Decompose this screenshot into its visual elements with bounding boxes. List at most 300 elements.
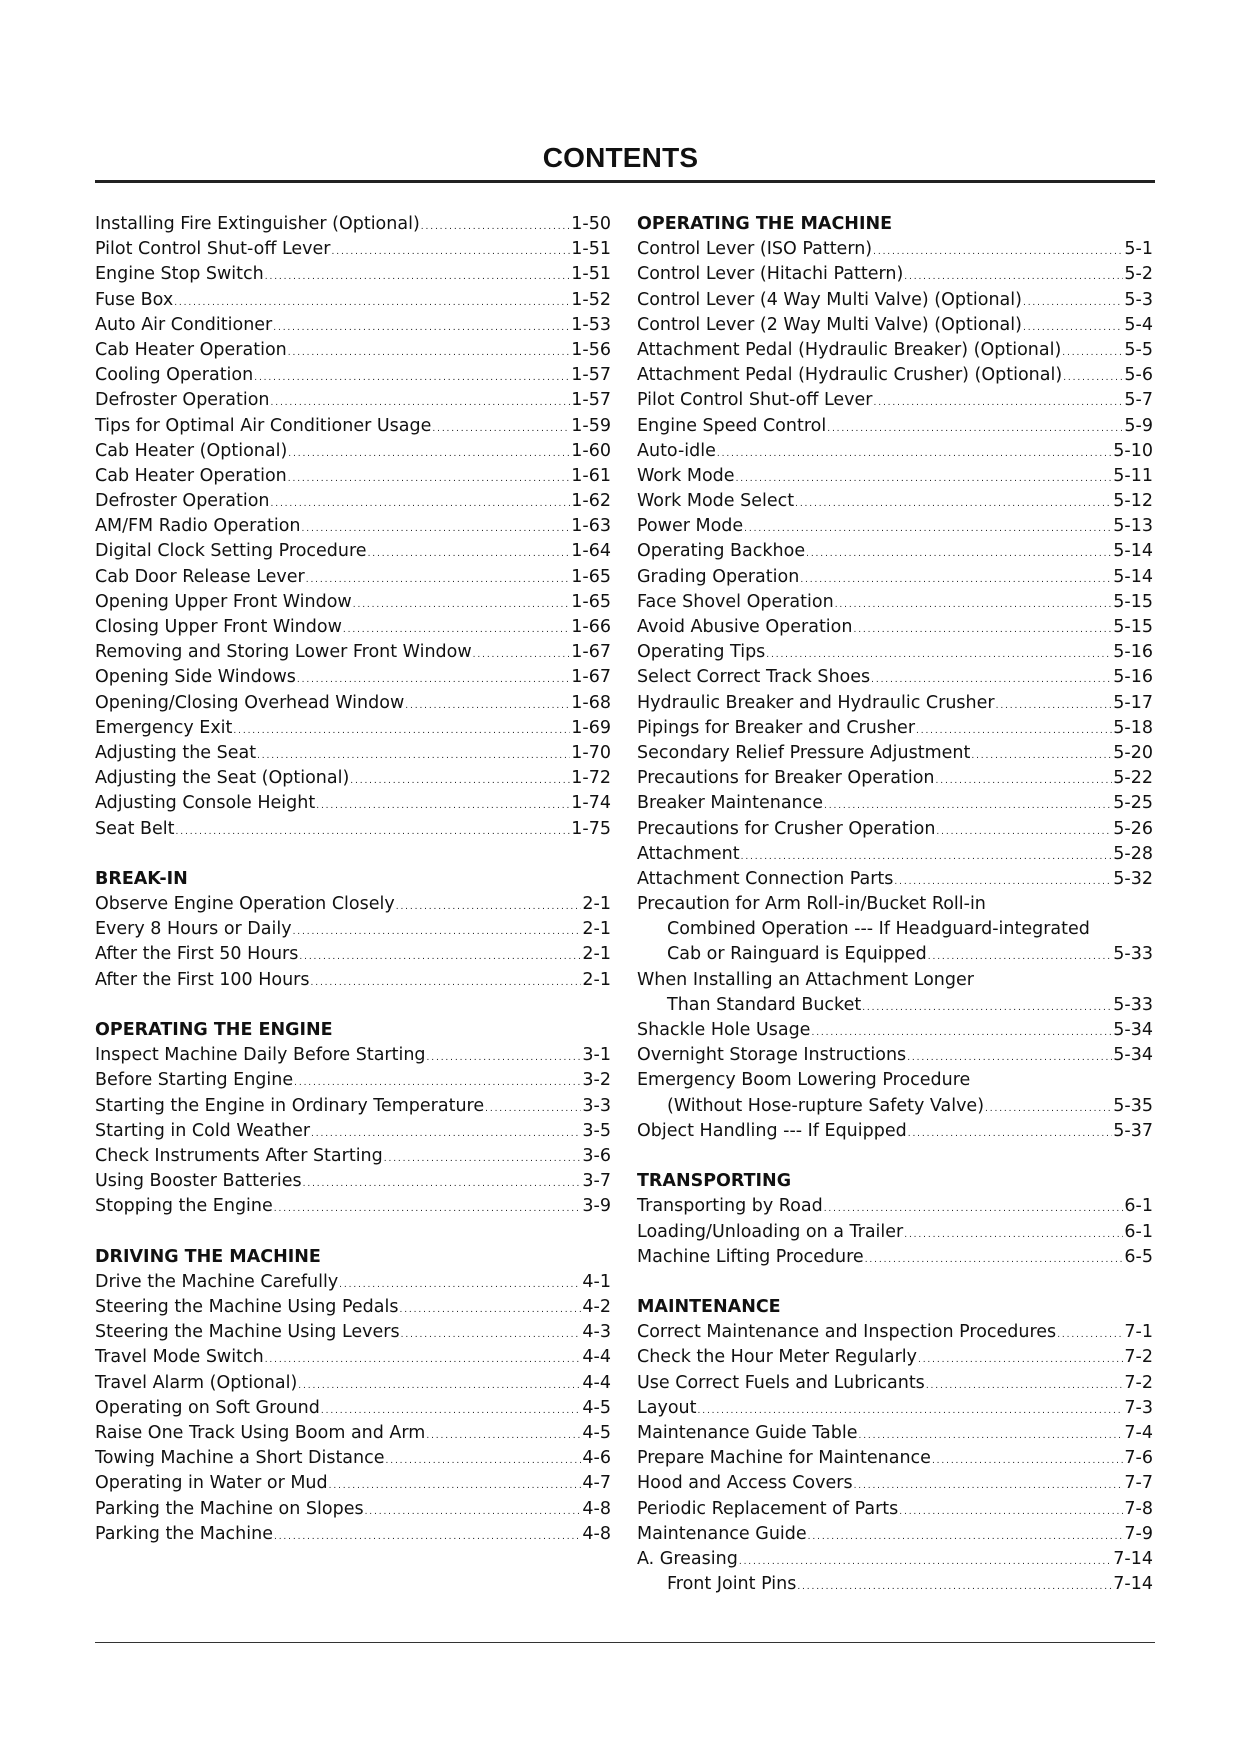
toc-entry-page: 5-22 (1113, 768, 1153, 789)
dot-leader (1023, 288, 1123, 316)
toc-entry-title: Attachment (637, 843, 740, 864)
toc-entry-title: Loading/Unloading on a Trailer (637, 1221, 904, 1242)
toc-entry-page: 7-2 (1124, 1372, 1153, 1393)
toc-entry-title: Layout (637, 1397, 697, 1418)
toc-entry-page: 3-2 (582, 1070, 611, 1091)
toc-entry-page: 7-6 (1124, 1448, 1153, 1469)
toc-entry-title: Travel Mode Switch (95, 1347, 264, 1368)
toc-entry[interactable] (95, 741, 611, 766)
dot-leader (311, 1119, 581, 1147)
toc-entry-title: Every 8 Hours or Daily (95, 919, 292, 940)
toc-entry-title: Stopping the Engine (95, 1196, 273, 1217)
dot-leader (365, 1497, 582, 1525)
toc-entry-page: 1-52 (571, 289, 611, 310)
toc-entry[interactable] (637, 1497, 1153, 1522)
toc-entry-title: Object Handling --- If Equipped (637, 1120, 907, 1141)
dot-leader (971, 741, 1112, 769)
toc-entry-title: Hydraulic Breaker and Hydraulic Crusher (637, 692, 995, 713)
toc-entry[interactable] (637, 867, 1153, 892)
toc-entry-title: Closing Upper Front Window (95, 617, 342, 637)
dot-leader (384, 1144, 582, 1172)
toc-entry-title: Defroster Operation (95, 390, 270, 411)
toc-entry-page: 1-56 (571, 339, 611, 360)
toc-entry[interactable] (637, 539, 1153, 564)
toc-entry-title: Drive the Machine Carefully (95, 1271, 339, 1292)
toc-entry[interactable] (95, 489, 611, 514)
toc-entry[interactable] (95, 1345, 611, 1370)
toc-group-maintenance (637, 1320, 1153, 1572)
toc-entry-title: Operating Tips (637, 642, 766, 663)
toc-entry-page: 4-4 (582, 1347, 611, 1368)
toc-entry-page: 1-57 (571, 365, 611, 386)
dot-leader (862, 993, 1112, 1021)
toc-entry-page: 4-5 (582, 1397, 611, 1418)
toc-entry-title: Than Standard Bucket (667, 994, 862, 1015)
toc-entry-title: Control Lever (ISO Pattern) (637, 239, 873, 260)
dot-leader (329, 1471, 582, 1499)
dot-leader (254, 363, 570, 391)
toc-entry[interactable] (95, 1421, 611, 1446)
dot-leader (824, 791, 1112, 819)
toc-entry[interactable] (95, 388, 611, 413)
toc-entry[interactable] (637, 338, 1153, 363)
toc-entry-title: Steering the Machine Using Levers (95, 1322, 400, 1343)
toc-entry-title: Cab Heater Operation (95, 339, 287, 360)
toc-entry[interactable] (95, 539, 611, 564)
dot-leader (899, 1497, 1123, 1525)
toc-group-transporting (637, 1194, 1153, 1270)
toc-entry-title: Adjusting the Seat (95, 742, 257, 763)
dot-leader (176, 817, 571, 845)
toc-entry[interactable] (95, 716, 611, 741)
toc-entry-title: Attachment Connection Parts (637, 868, 894, 889)
toc-entry-title: Cab Door Release Lever (95, 566, 305, 587)
toc-entry[interactable] (637, 1220, 1153, 1245)
toc-group-break-in (95, 892, 611, 993)
dot-leader (396, 892, 582, 920)
dot-leader (432, 414, 570, 442)
toc-entry[interactable] (95, 363, 611, 388)
section-heading-operating-machine: OPERATING THE MACHINE (637, 214, 893, 234)
toc-entry-title: Inspect Machine Daily Before Starting (95, 1045, 426, 1066)
toc-entry-page: 5-14 (1113, 541, 1153, 562)
toc-entry-page: 1-60 (571, 440, 611, 461)
dot-leader (265, 262, 571, 290)
toc-entry[interactable] (637, 1094, 1153, 1119)
toc-group-section-1 (95, 212, 611, 842)
dot-leader (306, 565, 571, 593)
toc-entry-page: 5-25 (1113, 793, 1153, 814)
toc-entry[interactable] (95, 237, 611, 262)
section-heading-driving: DRIVING THE MACHINE (95, 1246, 321, 1267)
dot-leader (297, 665, 570, 693)
toc-entry-title: Using Booster Batteries (95, 1171, 302, 1192)
dot-leader (293, 917, 582, 945)
toc-entry-title: Digital Clock Setting Procedure (95, 541, 367, 562)
toc-entry[interactable] (95, 1471, 611, 1496)
toc-entry-page: 5-33 (1113, 944, 1153, 965)
toc-entry-title: Prepare Machine for Maintenance (637, 1448, 931, 1469)
dot-leader (257, 741, 570, 769)
toc-entry-page: 1-70 (571, 742, 611, 763)
dot-leader (928, 942, 1113, 970)
toc-entry[interactable] (95, 1094, 611, 1119)
toc-left-column (95, 212, 611, 1547)
toc-entry-page: 5-20 (1113, 742, 1153, 763)
toc-entry-title: Operating on Soft Ground (95, 1397, 320, 1418)
toc-entry[interactable] (637, 1421, 1153, 1446)
toc-entry-page: 5-10 (1113, 440, 1153, 461)
dot-leader (932, 1446, 1123, 1474)
toc-entry[interactable] (95, 1144, 611, 1169)
toc-entry-page: 2-1 (582, 894, 611, 915)
toc-entry[interactable] (95, 1270, 611, 1295)
toc-entry[interactable] (95, 817, 611, 842)
toc-entry[interactable] (637, 1522, 1153, 1547)
dot-leader (294, 1068, 581, 1096)
toc-entry[interactable] (637, 791, 1153, 816)
toc-entry-page: 7-7 (1124, 1473, 1153, 1494)
toc-entry-title: Adjusting the Seat (Optional) (95, 768, 350, 789)
toc-entry[interactable] (95, 1522, 611, 1547)
dot-leader (274, 1194, 582, 1222)
toc-entry[interactable] (637, 817, 1153, 842)
toc-entry[interactable] (95, 942, 611, 967)
toc-entry-title: Maintenance Guide Table (637, 1423, 858, 1443)
toc-entry-title: Face Shovel Operation (637, 591, 834, 612)
toc-entry[interactable] (637, 942, 1153, 967)
toc-entry[interactable] (95, 1497, 611, 1522)
toc-entry[interactable] (95, 615, 611, 640)
dot-leader (332, 237, 571, 265)
toc-entry[interactable] (95, 414, 611, 439)
toc-entry[interactable] (95, 1169, 611, 1194)
toc-entry[interactable] (637, 1119, 1153, 1144)
toc-entry-page: 1-50 (571, 214, 611, 234)
toc-entry[interactable] (637, 766, 1153, 791)
dot-leader (174, 288, 570, 316)
dot-leader (485, 1094, 581, 1122)
toc-entry-title: Towing Machine a Short Distance (95, 1448, 385, 1469)
toc-entry[interactable] (95, 514, 611, 539)
toc-entry-title: Starting the Engine in Ordinary Temperature (95, 1095, 485, 1116)
toc-entry-title: Cooling Operation (95, 365, 254, 386)
toc-entry-page: 4-5 (582, 1423, 611, 1443)
toc-entry[interactable] (95, 1371, 611, 1396)
toc-entry[interactable] (637, 313, 1153, 338)
toc-group-operating-machine (637, 237, 1153, 892)
toc-entry-title: Opening Side Windows (95, 667, 296, 688)
toc-entry-title: Avoid Abusive Operation (637, 617, 853, 637)
toc-entry-title: Parking the Machine (95, 1523, 273, 1544)
toc-entry-page: 5-7 (1124, 390, 1153, 411)
toc-entry-title: Use Correct Fuels and Lubricants (637, 1372, 925, 1393)
dot-leader (985, 1094, 1112, 1122)
toc-entry[interactable] (95, 262, 611, 287)
dot-leader (871, 665, 1112, 693)
toc-entry-page: 4-2 (582, 1297, 611, 1318)
toc-entry[interactable] (637, 665, 1153, 690)
toc-entry[interactable] (95, 1320, 611, 1345)
toc-entry[interactable] (95, 791, 611, 816)
dot-leader (894, 867, 1112, 895)
toc-entry[interactable] (637, 464, 1153, 489)
toc-entry-title: Correct Maintenance and Inspection Procedures (637, 1322, 1057, 1343)
dot-leader (806, 539, 1112, 567)
toc-entry-page: 5-34 (1113, 1045, 1153, 1066)
toc-entry-page: 4-8 (582, 1498, 611, 1519)
toc-entry[interactable] (637, 1245, 1153, 1270)
toc-entry-title: Control Lever (4 Way Multi Valve) (Optional) (637, 289, 1022, 310)
toc-entry-title: Precautions for Crusher Operation (637, 818, 936, 839)
toc-entry[interactable] (637, 590, 1153, 615)
dot-leader (321, 1396, 582, 1424)
toc-entry[interactable] (95, 565, 611, 590)
dot-leader (271, 489, 571, 517)
dot-leader (907, 1043, 1112, 1071)
toc-entry[interactable] (95, 1068, 611, 1093)
toc-entry-page: 3-5 (582, 1120, 611, 1141)
toc-entry-title: Before Starting Engine (95, 1070, 294, 1091)
toc-entry[interactable] (95, 313, 611, 338)
toc-entry-title: Work Mode (637, 465, 735, 486)
toc-entry-page: 5-37 (1113, 1120, 1153, 1141)
toc-entry[interactable] (637, 1320, 1153, 1345)
toc-entry[interactable] (95, 439, 611, 464)
toc-entry[interactable] (637, 716, 1153, 741)
toc-entry-title: Travel Alarm (Optional) (95, 1372, 298, 1393)
section-heading-maintenance: MAINTENANCE (637, 1297, 781, 1318)
toc-entry-title: Parking the Machine on Slopes (95, 1498, 364, 1519)
toc-entry[interactable] (637, 1396, 1153, 1421)
dot-leader (795, 489, 1112, 517)
toc-entry-page: 5-33 (1113, 994, 1153, 1015)
toc-entry-page: 1-62 (571, 491, 611, 512)
toc-entry-page: 1-57 (571, 390, 611, 411)
toc-entry-page: 6-5 (1124, 1246, 1153, 1267)
toc-entry[interactable] (637, 262, 1153, 287)
toc-entry-title: Maintenance Guide (637, 1523, 807, 1544)
dot-leader (854, 1471, 1124, 1499)
toc-entry-title: Control Lever (Hitachi Pattern) (637, 264, 904, 285)
toc-entry[interactable] (95, 766, 611, 791)
toc-group-operating-machine-b (637, 1018, 1153, 1068)
toc-entry[interactable] (637, 414, 1153, 439)
toc-entry-title: Observe Engine Operation Closely (95, 894, 395, 915)
toc-entry-page: 3-7 (582, 1171, 611, 1192)
dot-leader (1063, 363, 1123, 391)
dot-leader (744, 514, 1112, 542)
dot-leader (1023, 313, 1123, 341)
toc-entry[interactable] (637, 514, 1153, 539)
toc-entry-page: 5-3 (1124, 289, 1153, 310)
toc-entry-page: 1-68 (571, 692, 611, 713)
dot-leader (741, 842, 1113, 870)
section-heading-operating-engine: OPERATING THE ENGINE (95, 1020, 333, 1040)
toc-entry-title: Cab or Rainguard is Equipped (667, 944, 927, 965)
dot-leader (405, 691, 570, 719)
toc-entry-page: 2-1 (582, 944, 611, 965)
toc-entry-title: Installing Fire Extinguisher (Optional) (95, 214, 420, 234)
dot-leader (303, 1169, 582, 1197)
toc-entry-title: Check Instruments After Starting (95, 1145, 383, 1166)
dot-leader (736, 464, 1113, 492)
toc-entry-page: 5-15 (1113, 617, 1153, 637)
toc-entry[interactable] (637, 1194, 1153, 1219)
toc-entry[interactable] (95, 464, 611, 489)
toc-entry[interactable] (95, 1295, 611, 1320)
toc-entry-title: Operating Backhoe (637, 541, 806, 562)
page-title: CONTENTS (542, 142, 699, 173)
dot-leader (873, 237, 1123, 265)
toc-entry-text: Emergency Boom Lowering Procedure (637, 1070, 971, 1091)
toc-entry-title: A. Greasing (637, 1548, 738, 1569)
dot-leader (399, 1295, 581, 1323)
toc-entry[interactable] (637, 388, 1153, 413)
dot-leader (265, 1345, 582, 1373)
toc-entry[interactable] (637, 363, 1153, 388)
toc-right-column (637, 212, 1153, 1597)
toc-entry-text: Precaution for Arm Roll-in/Bucket Roll-in (637, 894, 986, 915)
toc-entry-page: 5-18 (1113, 717, 1153, 738)
dot-leader (343, 615, 570, 643)
toc-entry-title: Breaker Maintenance (637, 793, 824, 814)
toc-entry[interactable] (637, 439, 1153, 464)
dot-leader (339, 1270, 581, 1298)
toc-entry[interactable] (637, 615, 1153, 640)
toc-entry[interactable] (95, 1043, 611, 1068)
toc-entry[interactable] (95, 665, 611, 690)
toc-entry[interactable] (95, 1446, 611, 1471)
toc-entry[interactable] (637, 1572, 1153, 1597)
toc-entry[interactable] (637, 640, 1153, 665)
toc-entry[interactable] (637, 1547, 1153, 1572)
toc-entry-page: 3-3 (582, 1095, 611, 1116)
dot-leader (426, 1421, 581, 1449)
toc-entry-page: 5-6 (1124, 365, 1153, 386)
toc-entry-page: 1-67 (571, 667, 611, 688)
toc-entry-title: (Without Hose-rupture Safety Valve) (667, 1095, 985, 1116)
toc-entry-title: Precautions for Breaker Operation (637, 768, 935, 789)
dot-leader (233, 716, 570, 744)
dot-leader (808, 1522, 1124, 1550)
toc-entry[interactable] (637, 1043, 1153, 1068)
toc-entry-title: Power Mode (637, 516, 744, 537)
toc-entry[interactable] (637, 842, 1153, 867)
toc-entry[interactable] (95, 338, 611, 363)
toc-entry-title: Operating in Water or Mud (95, 1473, 328, 1494)
toc-entry[interactable] (95, 1396, 611, 1421)
dot-leader (853, 615, 1112, 643)
toc-entry[interactable] (637, 489, 1153, 514)
toc-entry-title: Adjusting Console Height (95, 793, 316, 814)
toc-entry[interactable] (637, 741, 1153, 766)
toc-entry-page: 5-34 (1113, 1020, 1153, 1040)
dot-leader (766, 640, 1112, 668)
toc-entry-page: 7-1 (1124, 1322, 1153, 1343)
dot-leader (288, 464, 571, 492)
toc-entry-page: 6-1 (1124, 1196, 1153, 1217)
toc-entry-page: 3-1 (582, 1045, 611, 1066)
dot-leader (316, 791, 570, 819)
dot-leader (874, 388, 1124, 416)
toc-entry[interactable] (637, 1345, 1153, 1370)
toc-entry-page: 7-8 (1124, 1498, 1153, 1519)
toc-entry-title: Attachment Pedal (Hydraulic Breaker) (Optional) (637, 339, 1062, 360)
toc-entry-text: When Installing an Attachment Longer (637, 969, 974, 990)
toc-entry[interactable] (95, 691, 611, 716)
toc-entry[interactable] (95, 892, 611, 917)
toc-entry-page: 5-5 (1124, 339, 1153, 360)
toc-entry-text: Combined Operation --- If Headguard-integrated (667, 919, 1090, 940)
toc-entry-title: Control Lever (2 Way Multi Valve) (Optional) (637, 314, 1022, 335)
toc-entry-title: After the First 50 Hours (95, 944, 299, 965)
toc-entry[interactable] (637, 1018, 1153, 1043)
toc-entry-page: 3-9 (582, 1196, 611, 1217)
toc-entry[interactable] (95, 1194, 611, 1219)
dot-leader (1062, 338, 1123, 366)
dot-leader (904, 262, 1123, 290)
toc-entry[interactable] (95, 1119, 611, 1144)
toc-entry-title: Opening/Closing Overhead Window (95, 692, 405, 713)
toc-entry-title: Starting in Cold Weather (95, 1120, 311, 1141)
toc-entry[interactable] (95, 917, 611, 942)
dot-leader (936, 766, 1113, 794)
dot-leader (271, 388, 571, 416)
toc-entry[interactable] (637, 1471, 1153, 1496)
toc-entry[interactable] (637, 993, 1153, 1018)
dot-leader (739, 1547, 1112, 1575)
toc-entry-title: Cab Heater (Optional) (95, 440, 288, 461)
toc-entry[interactable] (637, 1371, 1153, 1396)
toc-entry[interactable] (637, 691, 1153, 716)
toc-entry-title: Auto Air Conditioner (95, 314, 273, 335)
toc-entry[interactable] (95, 590, 611, 615)
dot-leader (916, 716, 1112, 744)
toc-entry-page: 1-59 (571, 415, 611, 436)
toc-entry[interactable] (95, 212, 611, 237)
toc-entry[interactable] (95, 288, 611, 313)
toc-entry-title: Front Joint Pins (667, 1574, 797, 1595)
toc-entry[interactable] (637, 237, 1153, 262)
toc-entry[interactable] (637, 1446, 1153, 1471)
toc-entry[interactable] (95, 640, 611, 665)
toc-entry[interactable] (637, 565, 1153, 590)
toc-entry-page: 1-72 (571, 768, 611, 789)
toc-entry-page: 5-12 (1113, 491, 1153, 512)
toc-entry[interactable] (95, 968, 611, 993)
toc-entry-title: Shackle Hole Usage (637, 1020, 811, 1040)
toc-entry-title: Opening Upper Front Window (95, 591, 352, 612)
dot-leader (811, 1018, 1112, 1046)
toc-entry-page: 2-1 (582, 969, 611, 990)
toc-entry-page: 3-6 (582, 1145, 611, 1166)
dot-leader (350, 766, 570, 794)
dot-leader (698, 1396, 1124, 1424)
dot-leader (298, 1371, 581, 1399)
toc-entry-page: 1-75 (571, 818, 611, 839)
toc-entry-title: Seat Belt (95, 818, 175, 839)
toc-entry-title: Transporting by Road (637, 1196, 823, 1217)
toc-entry-page: 5-15 (1113, 591, 1153, 612)
toc-entry-page: 5-1 (1124, 239, 1153, 260)
toc-entry-title: Cab Heater Operation (95, 465, 287, 486)
toc-entry[interactable] (637, 288, 1153, 313)
toc-entry-title: Auto-idle (637, 440, 716, 461)
toc-entry-page: 7-3 (1124, 1397, 1153, 1418)
toc-entry-title: Pilot Control Shut-off Lever (95, 239, 331, 260)
toc-entry-page: 7-4 (1124, 1423, 1153, 1443)
